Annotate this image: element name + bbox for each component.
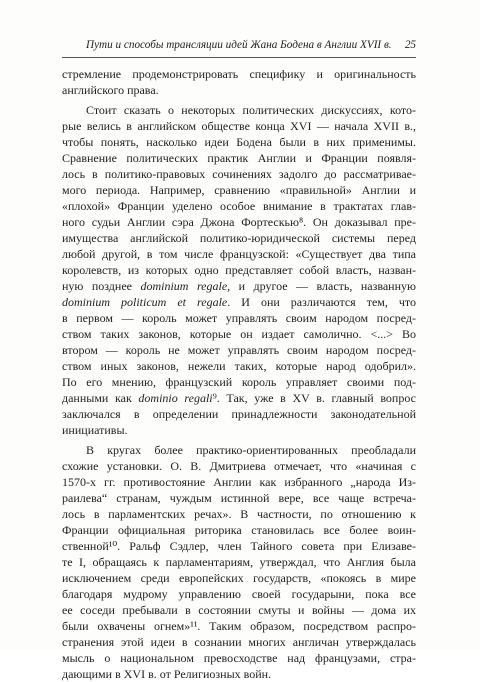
body-text — [62, 66, 416, 682]
text-line: те I, обращаясь к парламентариям, утверждал, что Англия была — [62, 555, 416, 569]
paragraph — [62, 66, 416, 98]
text-line: чтобы понять, насколько идеи Бодена были в них применимы. — [62, 135, 416, 149]
text-line: лось в политико-правовых сочинениях задолго до рассматривае- — [62, 167, 416, 181]
text-line: втором — король не может управлять своим народом посред- — [62, 343, 416, 357]
text-line: ее соседи пребывали в состоянии смуты и войны — дома их — [62, 603, 416, 617]
running-head — [62, 38, 416, 52]
text-line: Сравнение политических практик Англии и Франции появля- — [62, 151, 416, 165]
text-line: ного судьи Англии сэра Джона Фортескью⁸. Он доказывал пре- — [62, 215, 416, 229]
running-title: Пути и способы трансляции идей Жана Бодена в Англии XVII в. — [86, 39, 392, 51]
text-line: мого периода. Например, сравнению «правильной» Англии и — [62, 183, 416, 197]
text-line: странения этой идеи в сознании многих англичан утверждалась — [62, 635, 416, 649]
text-line: данными как dominio regali⁹. Так, уже в XV в. главный вопрос — [62, 391, 416, 405]
text-line: заключался в определении принадлежности законодательной — [62, 407, 416, 421]
text-line: ством таких законов, которые он издает самолично. <...> Во — [62, 327, 416, 341]
page-number: 25 — [404, 39, 416, 51]
header-rule — [62, 57, 416, 58]
text-line: «плохой» Франции уделено особое внимание в трактатах глав- — [62, 199, 416, 213]
text-line: рые велись в английском обществе конца XVI — начала XVII в., — [62, 119, 416, 133]
text-line: По его мнению, французский король управляет своими под- — [62, 375, 416, 389]
paragraph — [62, 442, 416, 682]
text-line: dominium politicum et regale. И они различаются тем, что — [62, 295, 416, 309]
text-line: инициативы. — [62, 423, 128, 437]
text-line: 1570-х гг. противостояние Англии как избранного „народа Из- — [62, 475, 416, 489]
text-line: исключением среди европейских государств, «покоясь в мире — [62, 571, 416, 585]
paragraph — [62, 102, 416, 438]
text-line: благодаря мудрому управлению своей государыни, пока все — [62, 587, 416, 601]
text-line: дающими в XVI в. от Религиозных войн. — [62, 667, 272, 681]
text-line: раилева“ странам, чуждым истинной вере, все чаще встреча- — [62, 491, 416, 505]
text-line: ственной¹⁰. Ральф Сэдлер, член Тайного совета при Елизаве- — [62, 539, 416, 553]
text-line: королевств, из которых одно представляет собой власть, назван- — [62, 263, 416, 277]
text-line: мысль о национальном превосходстве над французами, стра- — [62, 651, 416, 665]
text-line: были охвачены огнем»¹¹. Таким образом, посредством распро- — [62, 619, 416, 633]
text-line: имущества английской политико-юридической системы перед — [62, 231, 416, 245]
text-line: ную позднее dominium regale, и другое — власть, названную — [62, 279, 416, 293]
text-line: лось в парламентских речах». В частности, по отношению к — [62, 507, 416, 521]
text-line: в первом — король может управлять своим народом посред- — [62, 311, 416, 325]
text-line: любой другой, в том числе французской: «Существует два типа — [62, 247, 416, 261]
text-line: В кругах более практико-ориентированных преобладали — [86, 443, 416, 457]
text-line: схожие установки. О. В. Дмитриева отмечает, что «начиная с — [62, 459, 416, 473]
text-line: ством иных законов, нежели таких, которые народ одобрил». — [62, 359, 416, 373]
text-line: стремление продемонстрировать специфику и оригинальность — [62, 67, 416, 81]
text-line: Франции официальная риторика становилась все более воин- — [62, 523, 416, 537]
text-line: Стоит сказать о некоторых политических дискуссиях, кото- — [86, 103, 416, 117]
text-line: английского права. — [62, 83, 159, 97]
